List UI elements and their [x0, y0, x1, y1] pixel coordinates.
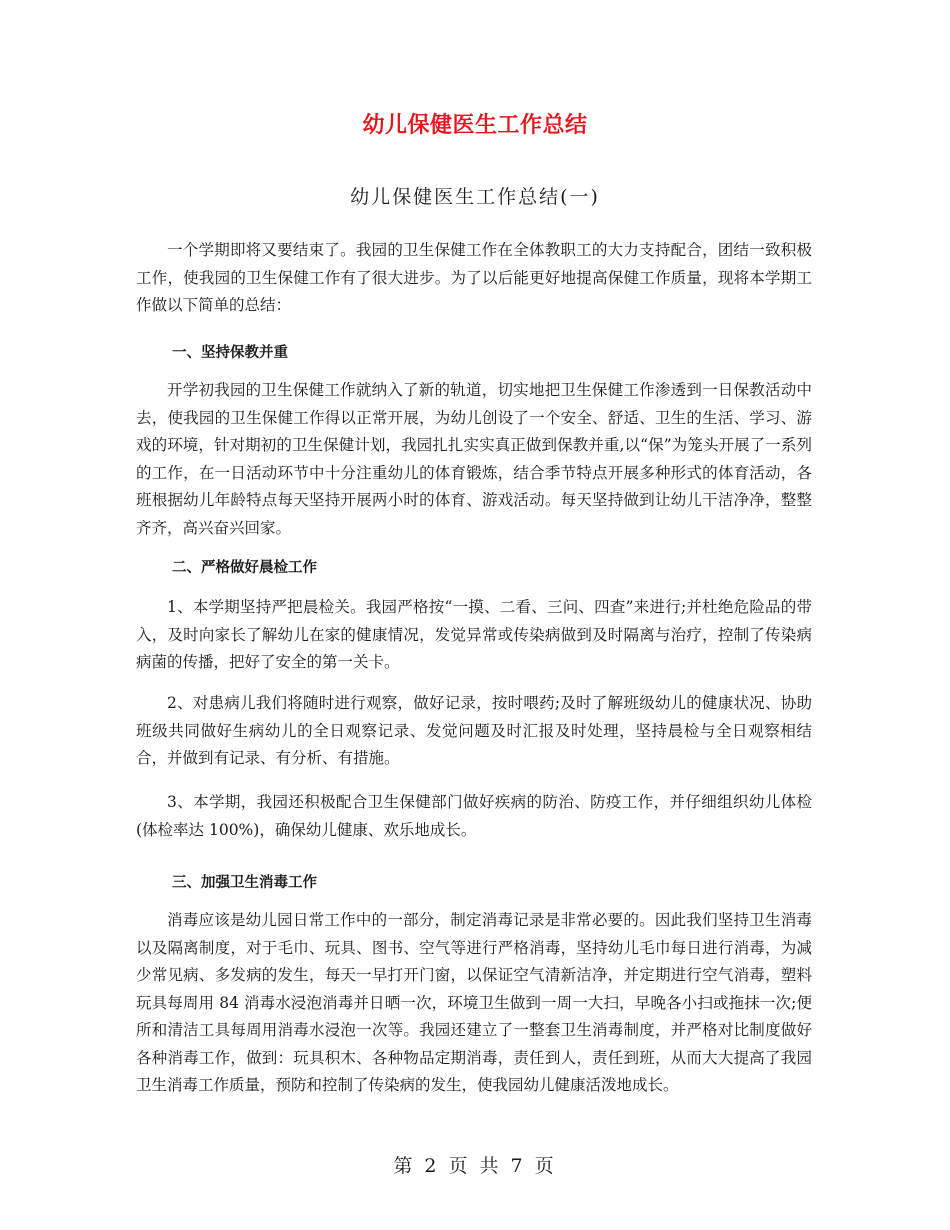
- section-heading-3: 三、加强卫生消毒工作: [172, 875, 317, 891]
- document-title: 幼儿保健医生工作总结: [362, 113, 588, 138]
- section-1-paragraph: 开学初我园的卫生保健工作就纳入了新的轨道，切实地把卫生保健工作渗透到一日保教活动中去，使我园的卫生保健工作得以正常开展，为幼儿创设了一个安全、舒适、卫生的生活、学习、游戏的环境，针对期初的卫生保健计划，我园扎扎实实真正做到保教并重,以“保”为笼头开展了一系列的工作，在一日活动环节中十分注重幼儿的体育锻炼，结合季节特点开展多种形式的体育活动，各班根据幼儿年龄特点每天坚持开展两小时的体育、游戏活动。每天坚持做到让幼儿干洁净净，整整齐齐，高兴奋兴回家。: [136, 381, 812, 537]
- page-number-footer: 第 2 页 共 7 页: [393, 1155, 557, 1177]
- intro-paragraph: 一个学期即将又要结束了。我园的卫生保健工作在全体教职工的大力支持配合，团结一致积极工作，使我园的卫生保健工作有了很大进步。为了以后能更好地提高保健工作质量，现将本学期工作做以下简单的总结：: [136, 241, 812, 314]
- document-subtitle: 幼儿保健医生工作总结(一): [350, 186, 600, 208]
- section-2-paragraph-3: 3、本学期，我园还积极配合卫生保健部门做好疾病的防治、防疫工作，并仔细组织幼儿体检(体检率达 100%)，确保幼儿健康、欢乐地成长。: [136, 793, 812, 839]
- section-3-paragraph: 消毒应该是幼儿园日常工作中的一部分，制定消毒记录是非常必要的。因此我们坚持卫生消毒以及隔离制度，对于毛巾、玩具、图书、空气等进行严格消毒，坚持幼儿毛巾每日进行消毒，为减少常见病、多发病的发生，每天一早打开门窗，以保证空气清新洁净，并定期进行空气消毒，塑料玩具每周用 84 消毒水浸泡消毒并日晒一次，环境卫生做到一周一大扫，早晚各小扫或拖抹一次;便所和清洁工具每周用消毒水浸泡一次等。我园还建立了一整套卫生消毒制度，并严格对比制度做好各种消毒工作，做到：玩具积木、各种物品定期消毒，责任到人，责任到班，从而大大提高了我园卫生消毒工作质量，预防和控制了传染病的发生，使我园幼儿健康活泼地成长。: [136, 911, 812, 1094]
- section-2-paragraph-1: 1、本学期坚持严把晨检关。我园严格按“一摸、二看、三问、四查”来进行;并杜绝危险品的带入，及时向家长了解幼儿在家的健康情况，发觉异常或传染病做到及时隔离与治疗，控制了传染病病菌的传播，把好了安全的第一关卡。: [136, 598, 812, 671]
- section-heading-2: 二、严格做好晨检工作: [172, 560, 317, 576]
- section-2-paragraph-2: 2、对患病儿我们将随时进行观察，做好记录，按时喂药;及时了解班级幼儿的健康状况、协助班级共同做好生病幼儿的全日观察记录、发觉问题及时汇报及时处理，坚持晨检与全日观察相结合，并做到有记录、有分析、有措施。: [136, 694, 812, 767]
- section-heading-1: 一、坚持保教并重: [172, 345, 288, 361]
